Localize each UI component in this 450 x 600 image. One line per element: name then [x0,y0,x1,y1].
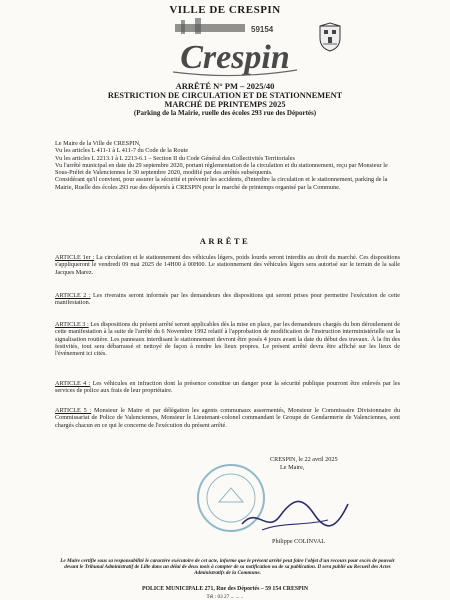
crespin-logo [155,18,315,80]
article-label: ARTICLE 1er : [55,254,95,261]
preamble-line: Vu l'arrêté municipal en date du 29 septembre 2020, portant réglementation de la circulation et du stationnement, reçu par Monsieur le Sous-Préfet de Valenciennes le 30 septembre 2020, modifié par des arrêtés subséquents. [55,161,388,177]
town-header: VILLE DE CRESPIN [169,4,281,16]
article-text: Les véhicules en infraction dont la présence constitue un danger pour la sécurité publique pourront être enlevés par les services de police aux frais de leur propriétaire. [55,380,400,395]
handwritten-signature [232,486,352,542]
article-text: Monsieur le Maire et par délégation les agents communaux assermentés, Monsieur le Commissaire Divisionnaire du Commissariat de Police de Valenciennes, Monsieur le Lieutenant-colonel commandant le Groupe de Gendarmerie de Valenciennes, sont chargés chacun en ce qui le concerne de l'exécution du présent arrêté. [55,407,400,429]
signature-block [270,456,400,471]
article-1 [55,254,400,276]
preamble-line: Considérant qu'il convient, pour assurer la sécurité et prévenir les accidents, d'interdire la circulation et le stationnement, parking de la Mairie, Ruelle des écoles 293 rue des déportés à CRESPIN pour le marché de printemps organisé par la Commune. [55,176,388,191]
article-label: ARTICLE 4 : [55,380,91,387]
legal-notice: Le Maire certifie sous sa responsabilité le caractère exécutoire de cet acte, informe que le présent arrêté peut faire l'objet d'un recours pour excès de pouvoir devant le Tribunal Administratif de Lille dans un délai de deux mois à compter de sa notification ou de sa publication. Il sera publié au Recueil des Actes Administratifs de la Commune. [60,558,395,576]
logo-wordmark: Crespin [180,39,290,76]
footer-phone: Tél : 03 27 ... ... .. [206,594,244,600]
article-3 [55,321,400,357]
signer-name: Philippe COLINVAL [272,538,325,545]
arrete-number: ARRÊTÉ N° PM – 2025/40 [175,81,275,91]
article-5 [55,407,400,429]
article-label: ARTICLE 5 : [55,407,92,414]
signature-role: Le Maire, [280,463,305,471]
arrete-location: (Parking de la Mairie, ruelle des écoles 293 rue des Déportés) [133,109,317,117]
arrete-heading: ARRÊTE [199,236,251,246]
arrete-subject: RESTRICTION DE CIRCULATION ET DE STATIONNEMENT [107,91,343,100]
article-2 [55,292,400,307]
arrete-title [40,82,410,118]
coat-of-arms-icon [317,22,343,52]
preamble-line: Vu les articles L 411-1 à L 411-7 du Code de la Route [55,147,189,155]
article-text: Les dispositions du présent arrêté seront applicables dès la mise en place, par les demandeurs chargés du bon déroulement de cette manifestation à la suite de l'arrêté du 6 Novembre 1992 relatif à l'approbation de modification de l'instruction interministérielle sur la signalisation routière. Les panneaux interdisant le stationnement devront être posés 4 jours avant la date du début des travaux. À la fin des festivités, tout sera débarrassé et nettoyé de façon à rendre les lieux propres. Le présent arrêté devra être affiché sur les lieux de l'événement ici cités. [55,321,400,358]
signature-place-date: CRESPIN, le 22 avril 2025 [270,456,338,463]
article-text: La circulation et le stationnement des véhicules légers, poids lourds seront interdits au droit du marché. Ces dispositions s'appliqueront le vendredi 09 mai 2025 de 14H00 à 00H00. Le stationnement des véhicules légers sera autorisé sur le terrain de la salle Jacques Marez. [55,254,400,276]
article-label: ARTICLE 2 : [55,292,91,299]
article-4 [55,380,400,395]
article-label: ARTICLE 3 : [55,321,89,328]
preamble [55,140,400,191]
preamble-line: Vu les articles L 2213.1 à L 2213-6.1 – Section II du Code Général des Collectivités Territoriales [55,154,295,162]
preamble-line: Le Maire de la Ville de CRESPIN, [55,140,141,147]
logo-address: 59154 [251,25,274,34]
footer-address: POLICE MUNICIPALE 271, Rue des Déportés – 59 154 CRESPIN [141,586,309,592]
arrete-event: MARCHÉ DE PRINTEMPS 2025 [164,100,286,109]
article-text: Les riverains seront informés par les demandeurs des dispositions qui seront prises pour permettre l'exécution de cette manifestation. [55,292,400,307]
